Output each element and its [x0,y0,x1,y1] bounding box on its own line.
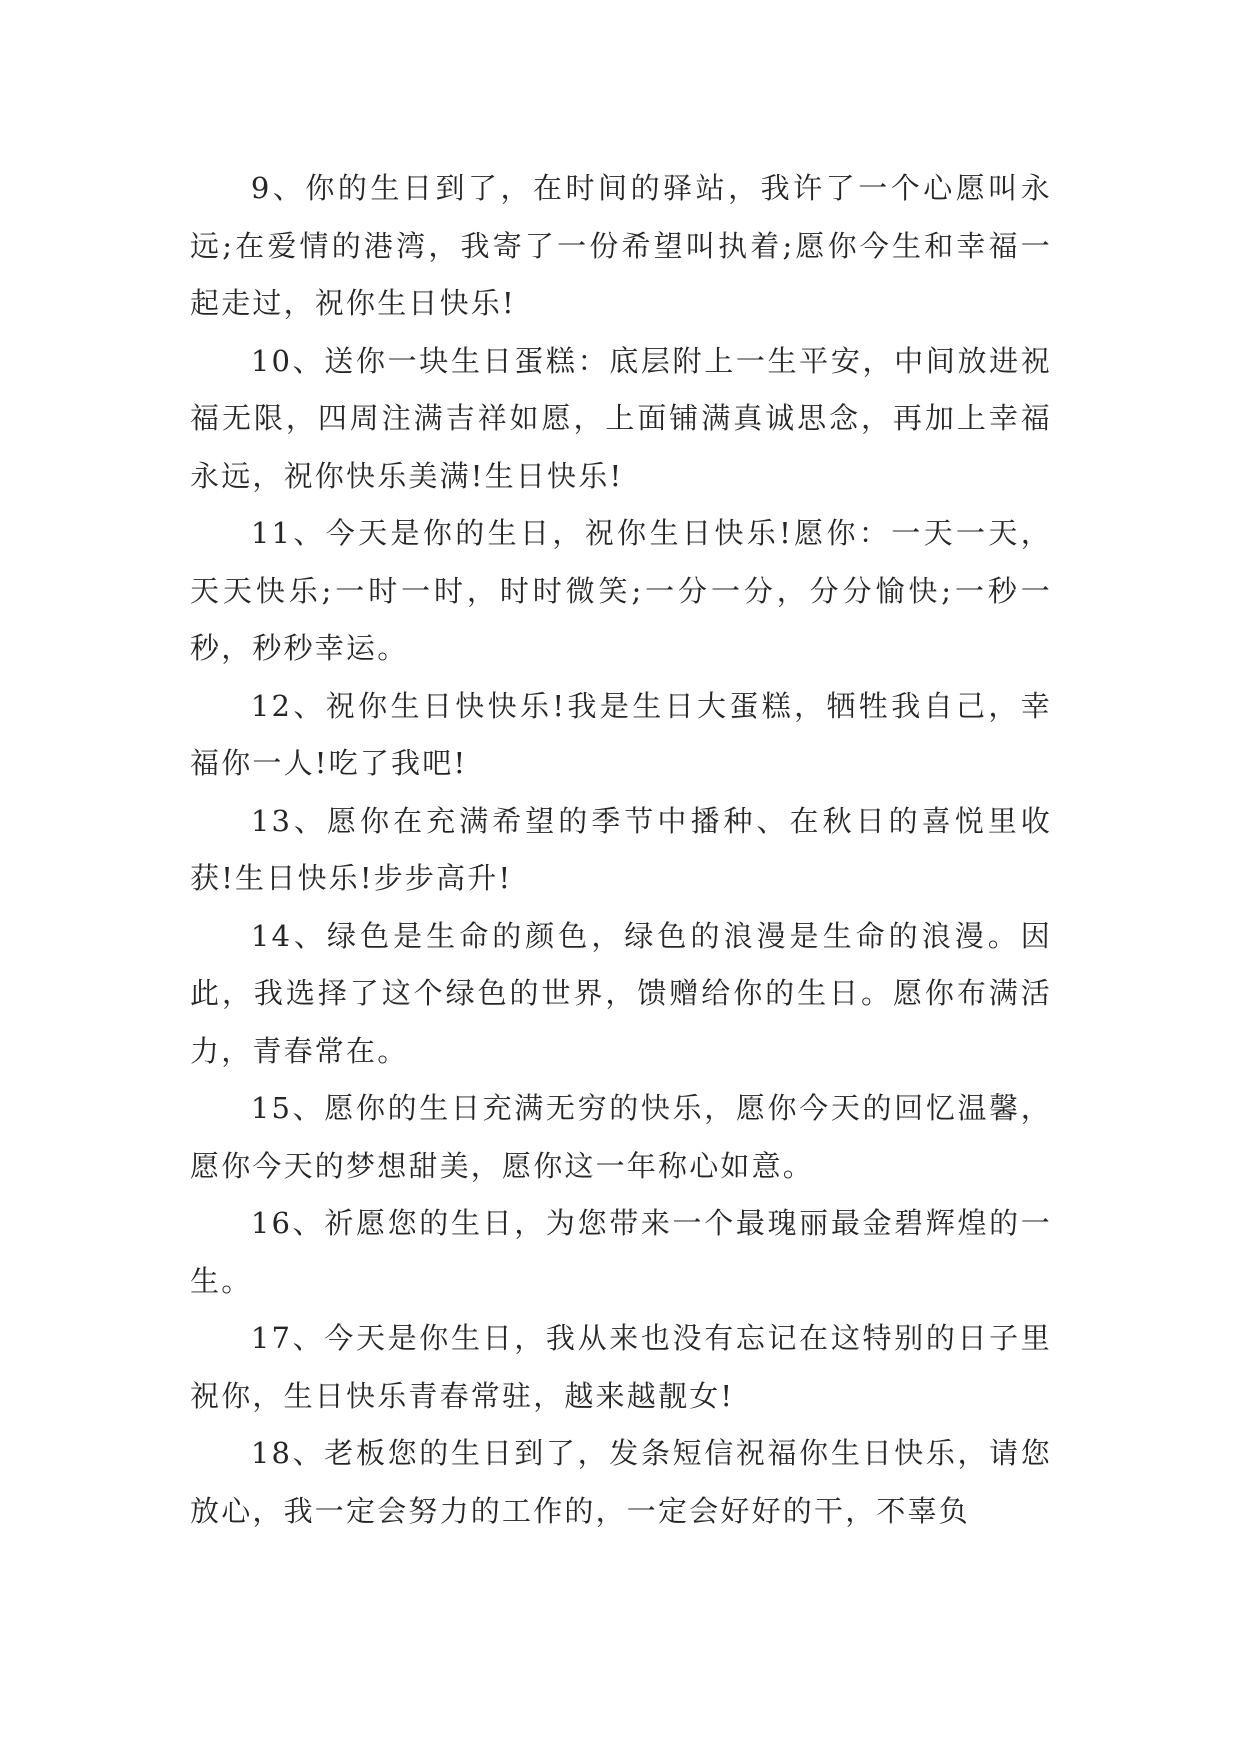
paragraph-12: 12、祝你生日快快乐!我是生日大蛋糕，牺牲我自己，幸福你一人!吃了我吧! [190,688,1052,780]
paragraph-17: 17、今天是你生日，我从来也没有忘记在这特别的日子里祝你，生日快乐青春常驻，越来越靓女! [190,1321,1052,1413]
paragraph-16: 16、祈愿您的生日，为您带来一个最瑰丽最金碧辉煌的一生。 [190,1206,1052,1298]
paragraph-11: 11、今天是你的生日，祝你生日快乐!愿你：一天一天，天天快乐;一时一时，时时微笑;一分一分，分分愉快;一秒一秒，秒秒幸运。 [190,516,1052,665]
paragraph-9: 9、你的生日到了，在时间的驿站，我许了一个心愿叫永远;在爱情的港湾，我寄了一份希望叫执着;愿你今生和幸福一起走过，祝你生日快乐! [190,171,1052,320]
paragraph-15: 15、愿你的生日充满无穷的快乐，愿你今天的回忆温馨，愿你今天的梦想甜美，愿你这一年称心如意。 [190,1091,1052,1183]
document-body [190,160,1052,1540]
paragraph-13: 13、愿你在充满希望的季节中播种、在秋日的喜悦里收获!生日快乐!步步高升! [190,803,1052,895]
paragraph-18: 18、老板您的生日到了，发条短信祝福你生日快乐，请您放心，我一定会努力的工作的，一定会好好的干，不辜负 [190,1436,1052,1528]
paragraph-14: 14、绿色是生命的颜色，绿色的浪漫是生命的浪漫。因此，我选择了这个绿色的世界，馈赠给你的生日。愿你布满活力，青春常在。 [190,918,1052,1068]
paragraph-10: 10、送你一块生日蛋糕：底层附上一生平安，中间放进祝福无限，四周注满吉祥如愿，上面铺满真诚思念，再加上幸福永远，祝你快乐美满!生日快乐! [190,343,1052,493]
